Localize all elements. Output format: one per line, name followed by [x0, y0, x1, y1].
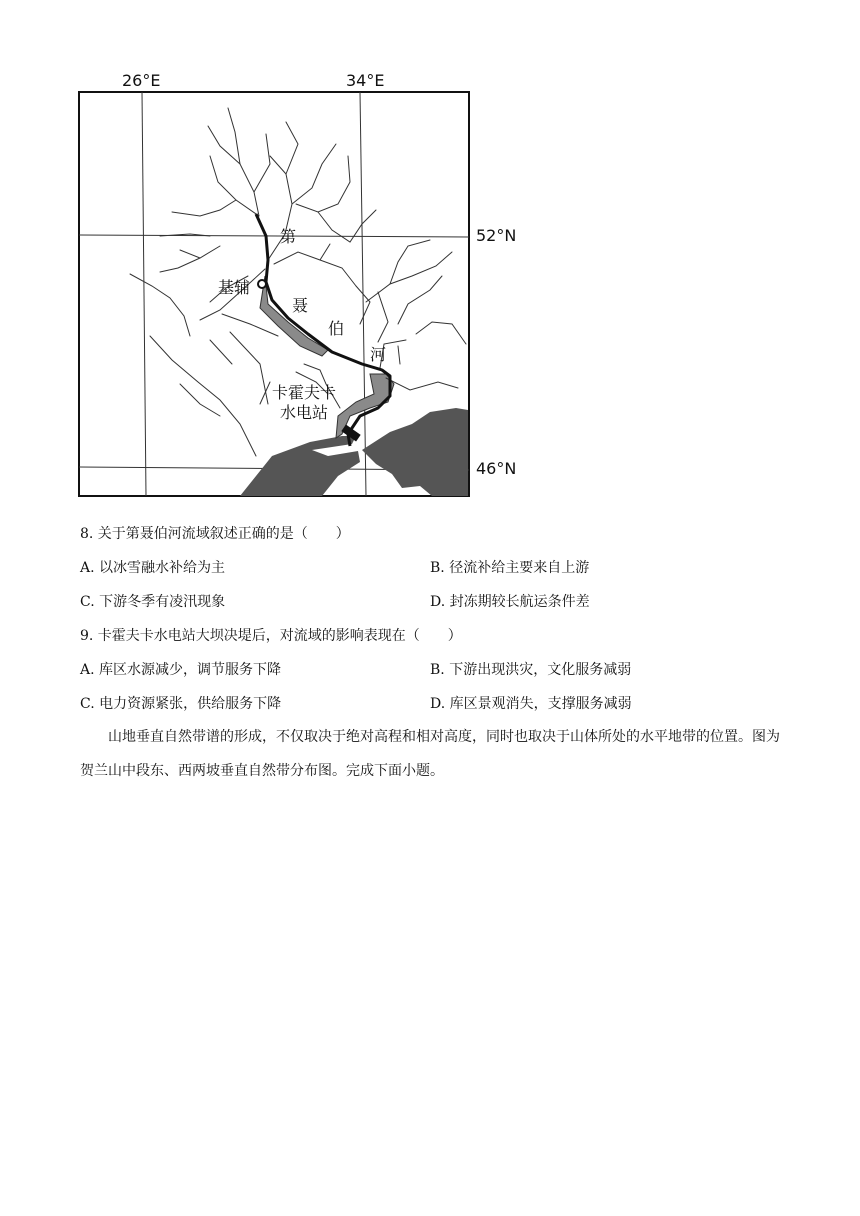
question-8-option-b: B. 径流补给主要来自上游	[430, 560, 590, 576]
station-label-line1: 卡霍夫卡	[272, 383, 337, 402]
station-label-line2: 水电站	[280, 403, 329, 422]
question-9-option-b: B. 下游出现洪灾，文化服务减弱	[430, 662, 632, 678]
lon-label-34e: 34°E	[346, 71, 385, 90]
question-9-option-c: C. 电力资源紧张，供给服务下降	[80, 696, 282, 712]
question-8-option-c: C. 下游冬季有凌汛现象	[80, 594, 226, 610]
passage-paragraph	[80, 720, 782, 788]
question-9-option-d: D. 库区景观消失，支撑服务减弱	[430, 696, 632, 712]
lat-label-46n: 46°N	[476, 459, 517, 478]
question-8-option-a: A. 以冰雪融水补给为主	[80, 560, 226, 576]
question-9-stem: 9. 卡霍夫卡水电站大坝决堤后，对流域的影响表现在（ ）	[80, 628, 462, 644]
river-char-2: 聂	[292, 296, 309, 315]
city-label-kyiv: 基辅	[218, 278, 251, 297]
city-marker-icon	[258, 280, 266, 288]
lat-label-52n: 52°N	[476, 226, 517, 245]
river-char-1: 第	[280, 227, 297, 246]
question-8-stem: 8. 关于第聂伯河流域叙述正确的是（ ）	[80, 526, 350, 542]
lon-label-26e: 26°E	[122, 71, 161, 90]
river-basin-map	[60, 64, 540, 504]
question-9-option-a: A. 库区水源减少，调节服务下降	[80, 662, 282, 678]
question-8-option-d: D. 封冻期较长航运条件差	[430, 594, 590, 610]
river-char-4: 河	[370, 345, 387, 364]
map-svg	[60, 64, 540, 504]
passage-text: 山地垂直自然带谱的形成，不仅取决于绝对高程和相对高度，同时也取决于山体所处的水平地带的位置。图为贺兰山中段东、西两坡垂直自然带分布图。完成下面小题。	[80, 729, 780, 779]
river-char-3: 伯	[328, 319, 345, 338]
